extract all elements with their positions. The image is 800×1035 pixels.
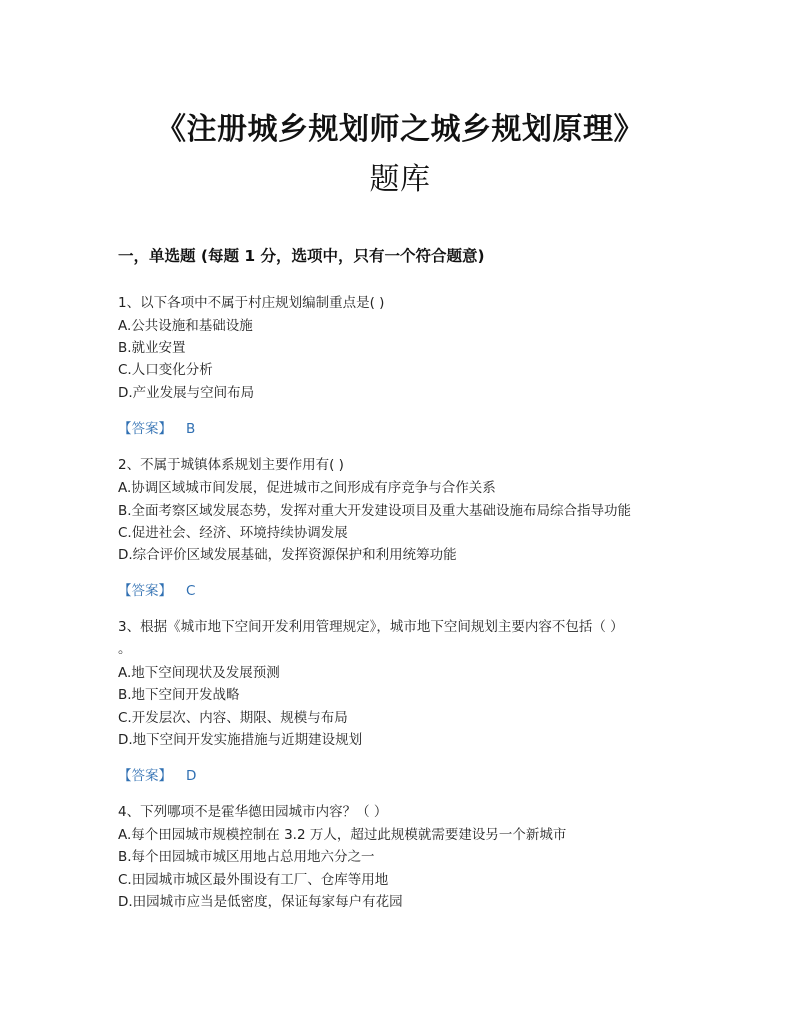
question-4-option-c: C.田园城市城区最外围设有工厂、仓库等用地 [118,872,389,888]
question-3-answer [118,770,196,784]
question-1-stem: 1、以下各项中不属于村庄规划编制重点是( ) [118,295,385,311]
question-2-answer [118,585,195,599]
question-1-answer [118,423,195,437]
question-3-option-c: C.开发层次、内容、期限、规模与布局 [118,710,348,726]
document-subtitle: 题库 [369,162,431,197]
question-4-option-a: A.每个田园城市规模控制在 3.2 万人，超过此规模就需要建设另一个新城市 [118,827,567,843]
question-1-option-a: A.公共设施和基础设施 [118,318,253,334]
question-2-option-a: A.协调区域城市间发展，促进城市之间形成有序竞争与合作关系 [118,480,496,496]
question-4-stem: 4、下列哪项不是霍华德田园城市内容？（ ） [118,804,388,820]
answer-value: D [186,768,197,784]
document-title: 《注册城乡规划师之城乡规划原理》 [156,112,644,147]
answer-label: 【答案】 [118,768,172,784]
question-3-option-d: D.地下空间开发实施措施与近期建设规划 [118,732,363,748]
answer-label: 【答案】 [118,583,172,599]
question-2-option-b: B.全面考察区域发展态势，发挥对重大开发建设项目及重大基础设施布局综合指导功能 [118,503,632,519]
question-2-option-c: C.促进社会、经济、环境持续协调发展 [118,525,348,541]
question-2-option-d: D.综合评价区域发展基础，发挥资源保护和利用统筹功能 [118,547,457,563]
answer-value: B [186,421,196,437]
question-4-option-d: D.田园城市应当是低密度，保证每家每户有花园 [118,894,403,910]
question-1-option-c: C.人口变化分析 [118,362,213,378]
question-3-stem-continued: 。 [118,641,132,657]
section-heading: 一，单选题 (每题 1 分，选项中，只有一个符合题意) [118,247,485,265]
question-2-stem: 2、不属于城镇体系规划主要作用有( ) [118,457,344,473]
question-3-option-b: B.地下空间开发战略 [118,687,240,703]
question-1-option-b: B.就业安置 [118,340,186,356]
answer-label: 【答案】 [118,421,172,437]
answer-value: C [186,583,196,599]
question-3-option-a: A.地下空间现状及发展预测 [118,665,280,681]
question-4-option-b: B.每个田园城市城区用地占总用地六分之一 [118,849,375,865]
question-1-option-d: D.产业发展与空间布局 [118,385,255,401]
question-3-stem: 3、根据《城市地下空间开发利用管理规定》，城市地下空间规划主要内容不包括（ ） [118,619,624,635]
